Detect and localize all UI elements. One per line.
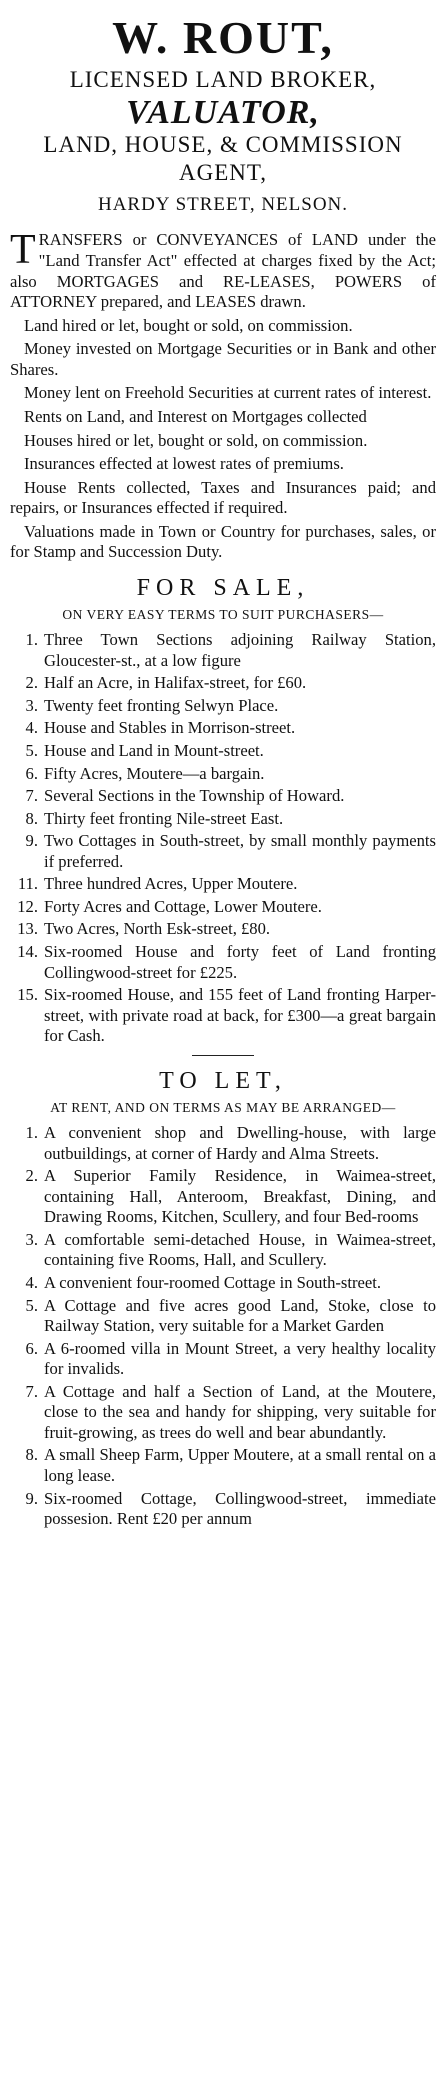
item-number: 1. bbox=[25, 1123, 38, 1143]
item-number: 4. bbox=[25, 718, 38, 738]
advert-header bbox=[10, 14, 436, 216]
header-line-2: VALUATOR, bbox=[126, 93, 320, 131]
item-text: Six-roomed Cottage, Collingwood-street, immediate possesion. Rent £20 per annum bbox=[44, 1488, 436, 1529]
item-text: Thirty feet fronting Nile-street East. bbox=[44, 808, 284, 828]
for-sale-title: FOR SALE, bbox=[136, 574, 310, 601]
item-text: House and Land in Mount-street. bbox=[44, 740, 264, 760]
list-item bbox=[10, 673, 436, 694]
list-item bbox=[10, 1296, 436, 1337]
item-text: Fifty Acres, Moutere—a bargain. bbox=[44, 763, 265, 783]
item-number: 15. bbox=[17, 985, 38, 1005]
to-let-list bbox=[10, 1123, 436, 1530]
list-item bbox=[10, 942, 436, 983]
list-item bbox=[10, 1382, 436, 1444]
service-paragraph: House Rents collected, Taxes and Insurances paid; and repairs, or Insurances effected if required. bbox=[10, 477, 436, 518]
item-text: Forty Acres and Cottage, Lower Moutere. bbox=[44, 896, 322, 916]
list-item bbox=[10, 1230, 436, 1271]
service-paragraph: Money invested on Mortgage Securities or in Bank and other Shares. bbox=[10, 339, 436, 379]
list-item bbox=[10, 1445, 436, 1486]
item-text: A convenient four-roomed Cottage in South-street. bbox=[44, 1272, 381, 1292]
list-item bbox=[10, 831, 436, 872]
item-number: 8. bbox=[25, 808, 38, 828]
to-let-title: TO LET, bbox=[159, 1067, 287, 1094]
list-item bbox=[10, 985, 436, 1047]
list-item bbox=[10, 764, 436, 785]
item-number: 14. bbox=[17, 942, 38, 961]
item-text: Several Sections in the Township of Howard. bbox=[44, 786, 345, 806]
item-text: Six-roomed House, and 155 feet of Land fronting Harper-street, with private road at back, for £300—a great bargain for Cash. bbox=[44, 985, 436, 1046]
service-paragraph: Rents on Land, and Interest on Mortgages collected bbox=[24, 406, 367, 426]
service-paragraph: Insurances effected at lowest rates of premiums. bbox=[24, 454, 344, 474]
service-paragraph: Money lent on Freehold Securities at current rates of interest. bbox=[24, 383, 432, 403]
list-item bbox=[10, 696, 436, 717]
service-paragraph: Land hired or let, bought or sold, on commission. bbox=[24, 315, 353, 335]
list-item bbox=[10, 809, 436, 830]
section-divider bbox=[192, 1055, 254, 1056]
list-item bbox=[10, 1123, 436, 1164]
item-text: A small Sheep Farm, Upper Moutere, at a small rental on a long lease. bbox=[44, 1445, 436, 1486]
service-paragraph: Valuations made in Town or Country for purchases, sales, or for Stamp and Succession Duty. bbox=[10, 521, 436, 562]
item-text: Two Acres, North Esk-street, £80. bbox=[44, 919, 271, 939]
to-let-subtitle: AT RENT, AND ON TERMS AS MAY BE ARRANGED— bbox=[50, 1099, 396, 1115]
item-number: 7. bbox=[25, 1381, 38, 1401]
item-number: 5. bbox=[25, 1295, 38, 1315]
list-item bbox=[10, 741, 436, 762]
item-text: Three Town Sections adjoining Railway Station, Gloucester-st., at a low figure bbox=[44, 630, 436, 670]
list-item bbox=[10, 1273, 436, 1294]
item-text: Half an Acre, in Halifax-street, for £60. bbox=[44, 673, 307, 693]
header-line-3: LAND, HOUSE, & COMMISSION bbox=[43, 132, 403, 158]
item-number: 3. bbox=[25, 1229, 38, 1249]
item-number: 13. bbox=[17, 919, 38, 939]
item-text: A convenient shop and Dwelling-house, with large outbuildings, at corner of Hardy and Alma Streets. bbox=[44, 1123, 436, 1163]
item-number: 9. bbox=[25, 831, 38, 851]
item-number: 2. bbox=[25, 673, 38, 693]
item-number: 9. bbox=[25, 1488, 38, 1508]
item-text: Three hundred Acres, Upper Moutere. bbox=[44, 874, 298, 894]
for-sale-list bbox=[10, 630, 436, 1047]
item-number: 7. bbox=[25, 786, 38, 806]
item-text: A Cottage and five acres good Land, Stoke, close to Railway Station, very suitable for a Market Garden bbox=[44, 1295, 436, 1336]
list-item bbox=[10, 718, 436, 739]
business-name: W. ROUT, bbox=[112, 12, 334, 63]
service-paragraph: Houses hired or let, bought or sold, on commission. bbox=[24, 430, 368, 450]
list-item bbox=[10, 1166, 436, 1228]
item-number: 6. bbox=[25, 763, 38, 783]
intro-paragraph bbox=[10, 227, 436, 312]
header-line-4: AGENT, bbox=[179, 159, 267, 185]
for-sale-section bbox=[10, 575, 436, 1047]
item-number: 4. bbox=[25, 1272, 38, 1292]
to-let-section bbox=[10, 1068, 436, 1530]
item-number: 2. bbox=[25, 1166, 38, 1186]
item-number: 5. bbox=[25, 740, 38, 760]
item-text: Two Cottages in South-street, by small monthly payments if preferred. bbox=[44, 831, 436, 871]
drop-cap: T bbox=[10, 227, 36, 274]
list-item bbox=[10, 1489, 436, 1530]
for-sale-subtitle: ON VERY EASY TERMS TO SUIT PURCHASERS— bbox=[62, 606, 384, 622]
item-text: House and Stables in Morrison-street. bbox=[44, 718, 296, 738]
item-text: A comfortable semi-detached House, in Waimea-street, containing five Rooms, Hall, and Scullery. bbox=[44, 1229, 436, 1270]
item-text: Twenty feet fronting Selwyn Place. bbox=[44, 695, 279, 715]
item-number: 11. bbox=[17, 874, 38, 894]
item-text: A 6-roomed villa in Mount Street, a very healthy locality for invalids. bbox=[44, 1338, 436, 1379]
item-text: A Cottage and half a Section of Land, at the Moutere, close to the sea and handy for shipping, very suitable for fruit-growing, as trees do well and bear abundantly. bbox=[44, 1381, 436, 1442]
business-address: HARDY STREET, NELSON. bbox=[97, 194, 349, 216]
item-number: 1. bbox=[25, 630, 38, 650]
list-item bbox=[10, 786, 436, 807]
intro-text: RANSFERS or CONVEYANCES of LAND under the "Land Transfer Act" effected at charges fixed by the Act; also MORTGAGES and RE-LEASES, POWERS of ATTORNEY prepared, and LEASES drawn. bbox=[10, 230, 436, 312]
list-item bbox=[10, 874, 436, 895]
list-item bbox=[10, 1339, 436, 1380]
item-number: 12. bbox=[17, 896, 38, 916]
list-item bbox=[10, 630, 436, 671]
services-section bbox=[10, 227, 436, 562]
item-number: 8. bbox=[25, 1445, 38, 1465]
list-item bbox=[10, 919, 436, 940]
item-text: A Superior Family Residence, in Waimea-street, containing Hall, Anteroom, Breakfast, Dining, and Drawing Rooms, Kitchen, Scullery, and four Bed-rooms bbox=[44, 1166, 436, 1227]
list-item bbox=[10, 897, 436, 918]
item-number: 6. bbox=[25, 1338, 38, 1358]
item-text: Six-roomed House and forty feet of Land fronting Collingwood-street for £225. bbox=[44, 942, 436, 982]
header-line-1: LICENSED LAND BROKER, bbox=[69, 67, 377, 93]
item-number: 3. bbox=[25, 695, 38, 715]
